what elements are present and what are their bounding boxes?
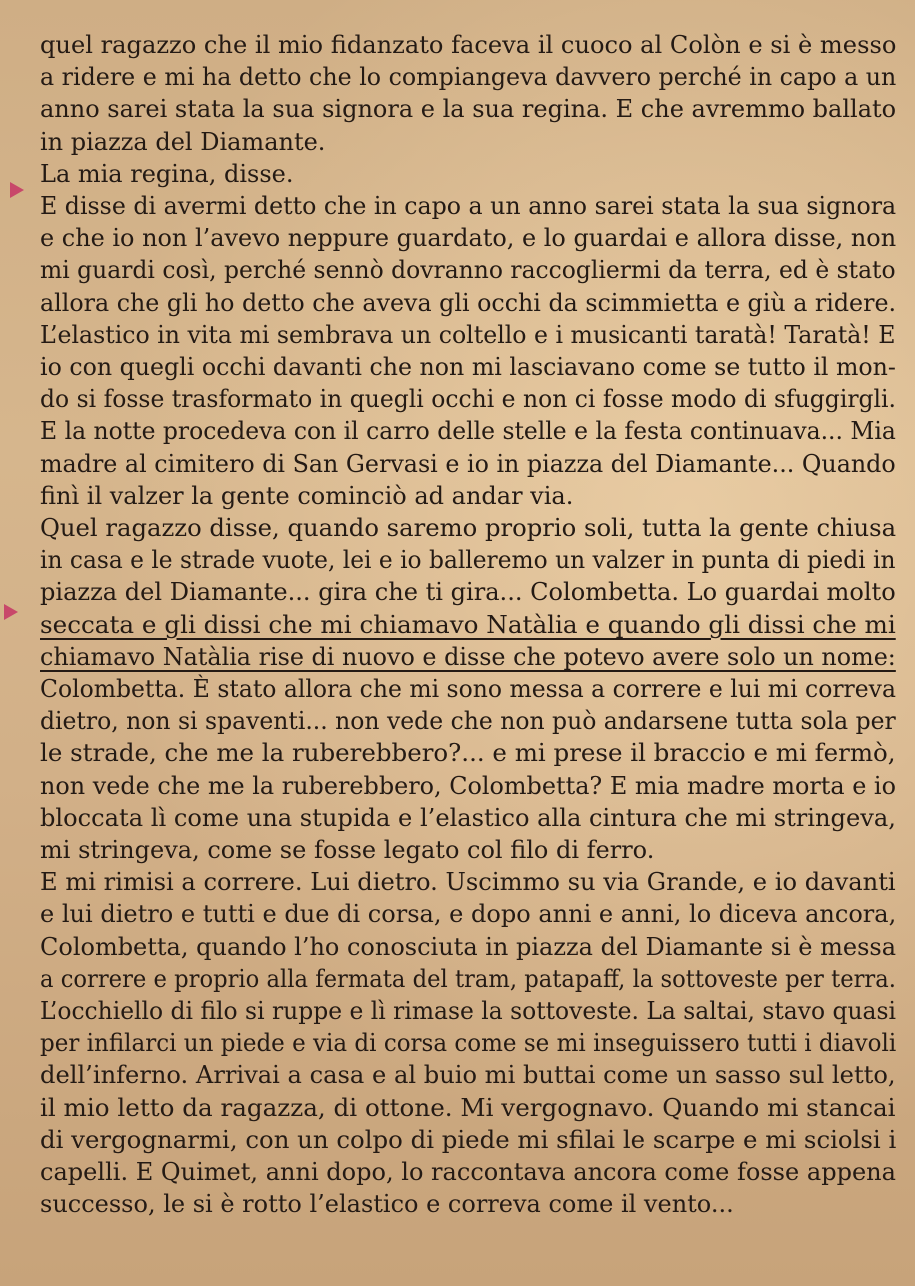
text-line: il mio letto da ragazza, di ottone. Mi vergognavo. Quando mi stancai <box>40 1093 896 1122</box>
text-line: allora che gli ho detto che aveva gli occhi da scimmietta e giù a ridere. <box>40 288 897 317</box>
text-line: seccata e gli dissi che mi chiamavo Natàlia e quando gli dissi che mi <box>40 610 896 639</box>
text-line: dell’inferno. Arrivai a casa e al buio mi buttai come un sasso sul letto, <box>40 1061 896 1090</box>
text-line: successo, le si è rotto l’elastico e correva come il vento... <box>40 1190 734 1219</box>
text-line: mi guardi così, perché sennò dovranno raccogliermi da terra, ed è stato <box>40 256 896 285</box>
text-line: le strade, che me la ruberebbero?... e mi prese il braccio e mi fermò, <box>40 739 896 768</box>
text-line: do si fosse trasformato in quegli occhi e non ci fosse modo di sfuggirgli. <box>40 385 897 414</box>
text-line: di vergognarmi, con un colpo di piede mi sfilai le scarpe e mi sciolsi i <box>40 1125 897 1154</box>
text-line: io con quegli occhi davanti che non mi lasciavano come se tutto il mon- <box>40 353 896 381</box>
text-line: e che io non l’avevo neppure guardato, e lo guardai e allora disse, non <box>40 224 897 253</box>
text-line: e lui dietro e tutti e due di corsa, e dopo anni e anni, lo diceva ancora, <box>40 900 897 929</box>
text-line: Quel ragazzo disse, quando saremo proprio soli, tutta la gente chiusa <box>40 514 897 542</box>
text-line: Colombetta. È stato allora che mi sono messa a correre e lui mi correva <box>40 675 896 703</box>
text-line: dietro, non si spaventi... non vede che non può andarsene tutta sola per <box>40 707 896 736</box>
text-line: madre al cimitero di San Gervasi e io in piazza del Diamante... Quando <box>40 449 896 478</box>
bookmark-arrow-icon <box>4 604 18 620</box>
text-line: per infilarci un piede e via di corsa come se mi inseguissero tutti i diavoli <box>40 1029 897 1058</box>
text-line: bloccata lì come una stupida e l’elastico alla cintura che mi stringeva, <box>40 803 896 832</box>
text-line: E mi rimisi a correre. Lui dietro. Uscimmo su via Grande, e io davanti <box>40 868 896 897</box>
text-line: piazza del Diamante... gira che ti gira... Colombetta. Lo guardai molto <box>40 578 896 607</box>
text-line: a ridere e mi ha detto che lo compiangeva davvero perché in capo a un <box>40 63 897 92</box>
text-line: mi stringeva, come se fosse legato col filo di ferro. <box>40 836 655 864</box>
text-line: L’occhiello di filo si ruppe e lì rimase la sottoveste. La saltai, stavo quasi <box>40 997 896 1025</box>
text-line: Colombetta, quando l’ho conosciuta in piazza del Diamante si è messa <box>40 932 897 961</box>
text-line: anno sarei stata la sua signora e la sua regina. E che avremmo ballato <box>40 95 897 124</box>
text-line: in piazza del Diamante. <box>40 127 326 156</box>
text-line: capelli. E Quimet, anni dopo, lo raccontava ancora come fosse appena <box>40 1158 896 1186</box>
text-line: quel ragazzo che il mio fidanzato faceva il cuoco al Colòn e si è messo <box>40 31 897 59</box>
text-line: L’elastico in vita mi sembrava un coltello e i musicanti taratà! Taratà! E <box>40 320 896 349</box>
text-line: La mia regina, disse. <box>40 159 294 188</box>
bookmark-arrow-icon <box>10 182 24 198</box>
text-line: non vede che me la ruberebbero, Colombetta? E mia madre morta e io <box>40 771 896 800</box>
text-line: E disse di avermi detto che in capo a un anno sarei stata la sua signora <box>40 192 897 220</box>
text-line: E la notte procedeva con il carro delle stelle e la festa continuava... Mia <box>40 417 896 446</box>
text-line: in casa e le strade vuote, lei e io balleremo un valzer in punta di piedi in <box>40 546 896 575</box>
text-line: a correre e proprio alla fermata del tram, patapaff, la sottoveste per terra. <box>40 964 896 993</box>
text-line: chiamavo Natàlia rise di nuovo e disse che potevo avere solo un nome: <box>40 642 896 671</box>
text-line: finì il valzer la gente cominciò ad andar via. <box>40 481 574 510</box>
